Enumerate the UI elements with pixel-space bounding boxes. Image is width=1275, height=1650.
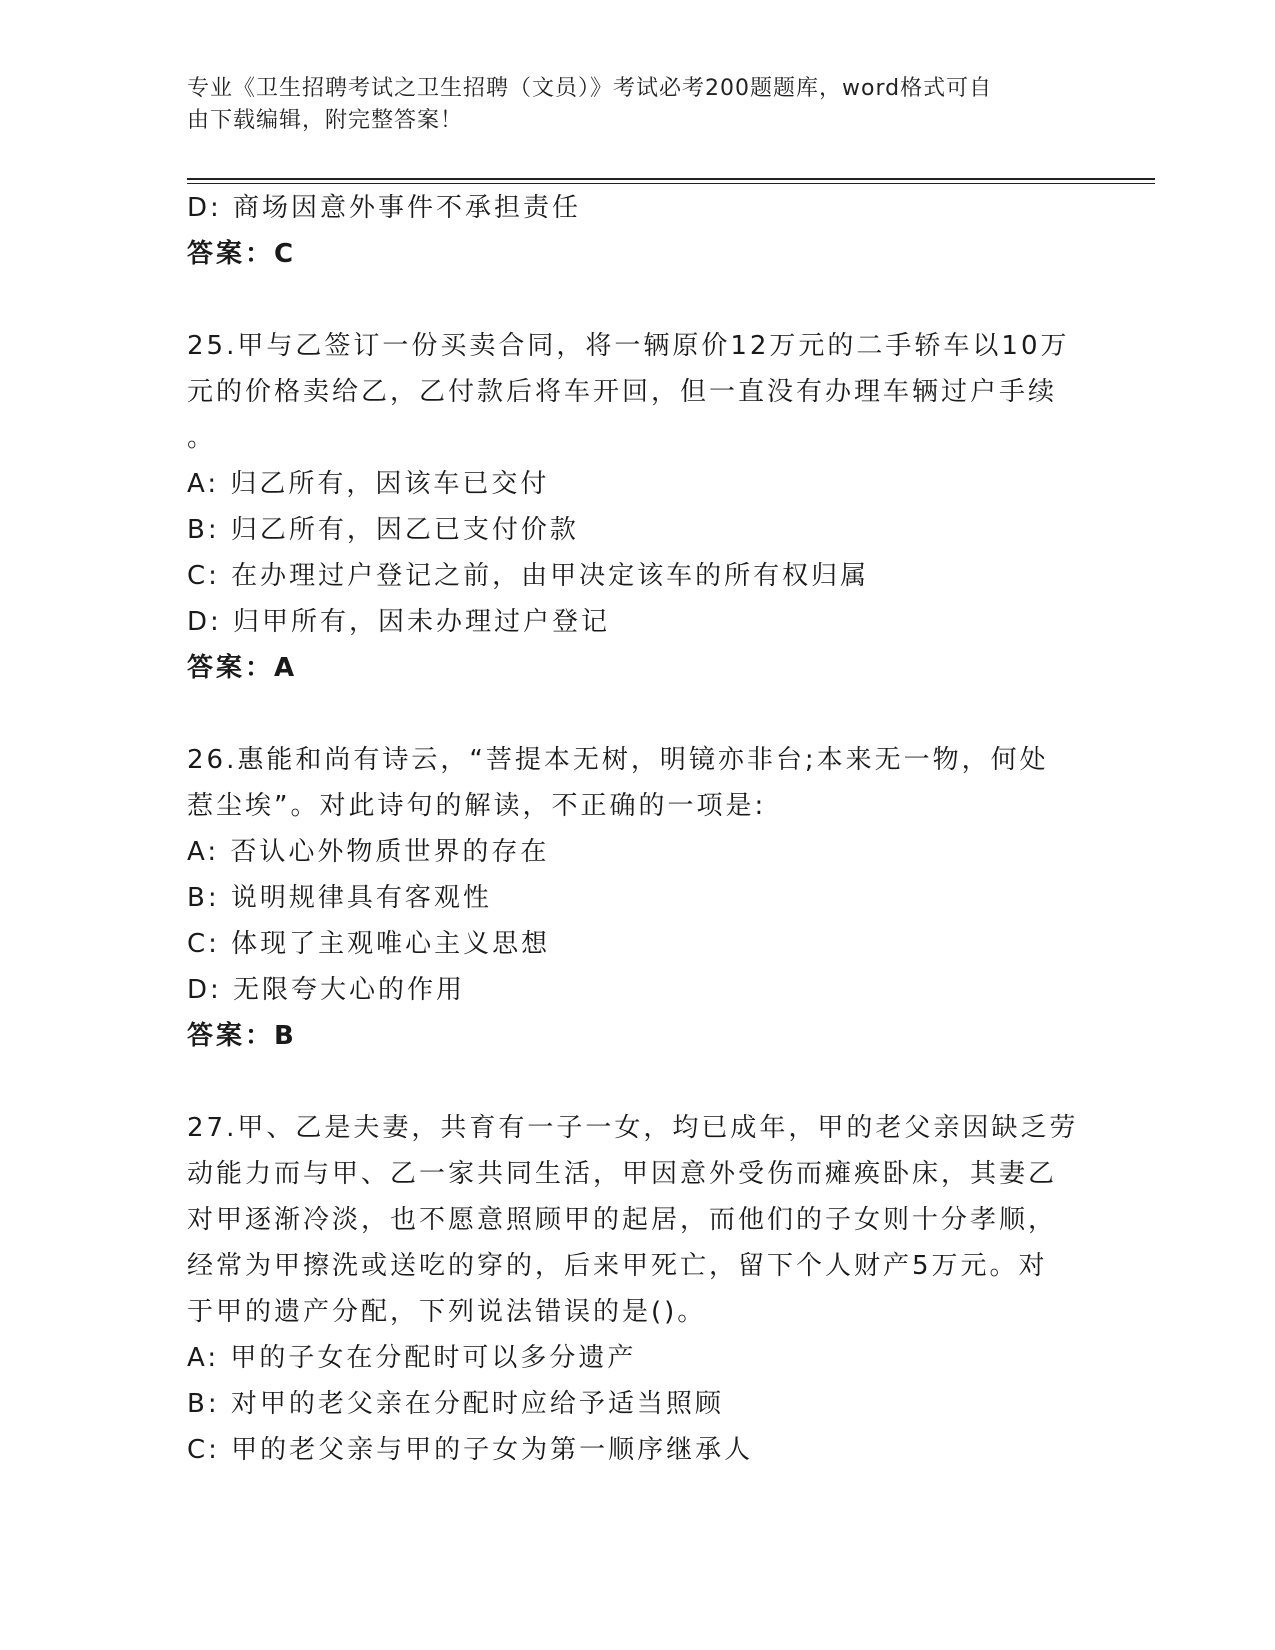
spacer bbox=[187, 277, 1087, 323]
question-25 bbox=[187, 323, 1087, 691]
option-d: D: 商场因意外事件不承担责任 bbox=[187, 193, 582, 223]
question-stem: 对甲逐渐冷淡，也不愿意照顾甲的起居，而他们的子女则十分孝顺， bbox=[187, 1205, 1058, 1235]
answer-line: 答案：A bbox=[187, 653, 298, 683]
question-stem: 元的价格卖给乙，乙付款后将车开回，但一直没有办理车辆过户手续 bbox=[187, 377, 1058, 407]
question-stem: 。 bbox=[187, 423, 217, 453]
option-a: A: 归乙所有，因该车已交付 bbox=[187, 469, 550, 499]
question-stem: 经常为甲擦洗或送吃的穿的，后来甲死亡，留下个人财产5万元。对 bbox=[187, 1251, 1048, 1281]
option-b: B: 说明规律具有客观性 bbox=[187, 883, 492, 913]
page-header bbox=[187, 73, 1067, 137]
header-rule-thick bbox=[187, 178, 1155, 180]
spacer bbox=[187, 691, 1087, 737]
answer-line: 答案：B bbox=[187, 1021, 297, 1051]
question-stem: 于甲的遗产分配，下列说法错误的是()。 bbox=[187, 1297, 707, 1327]
option-b: B: 归乙所有，因乙已支付价款 bbox=[187, 515, 579, 545]
option-d: D: 无限夸大心的作用 bbox=[187, 975, 466, 1005]
header-line-1: 专业《卫生招聘考试之卫生招聘（文员）》考试必考200题题库，word格式可自 bbox=[187, 76, 993, 101]
question-27 bbox=[187, 1105, 1087, 1473]
header-rule-thin bbox=[187, 183, 1155, 184]
option-a: A: 否认心外物质世界的存在 bbox=[187, 837, 550, 867]
option-b: B: 对甲的老父亲在分配时应给予适当照顾 bbox=[187, 1389, 724, 1419]
option-c: C: 甲的老父亲与甲的子女为第一顺序继承人 bbox=[187, 1435, 754, 1465]
option-d: D: 归甲所有，因未办理过户登记 bbox=[187, 607, 611, 637]
answer-line: 答案：C bbox=[187, 239, 297, 269]
question-stem: 27.甲、乙是夫妻，共育有一子一女，均已成年，甲的老父亲因缺乏劳 bbox=[187, 1113, 1079, 1143]
question-stem: 26.惠能和尚有诗云，“菩提本无树，明镜亦非台;本来无一物，何处 bbox=[187, 745, 1049, 775]
question-stem: 惹尘埃”。对此诗句的解读，不正确的一项是: bbox=[187, 791, 767, 821]
question-stem: 25.甲与乙签订一份买卖合同，将一辆原价12万元的二手轿车以10万 bbox=[187, 331, 1070, 361]
question-26 bbox=[187, 737, 1087, 1059]
header-line-2: 由下载编辑，附完整答案！ bbox=[187, 108, 464, 133]
exam-content bbox=[187, 185, 1087, 1473]
option-a: A: 甲的子女在分配时可以多分遗产 bbox=[187, 1343, 637, 1373]
spacer bbox=[187, 1059, 1087, 1105]
question-stem: 动能力而与甲、乙一家共同生活，甲因意外受伤而瘫痪卧床，其妻乙 bbox=[187, 1159, 1058, 1189]
option-c: C: 体现了主观唯心主义思想 bbox=[187, 929, 551, 959]
option-c: C: 在办理过户登记之前，由甲决定该车的所有权归属 bbox=[187, 561, 870, 591]
